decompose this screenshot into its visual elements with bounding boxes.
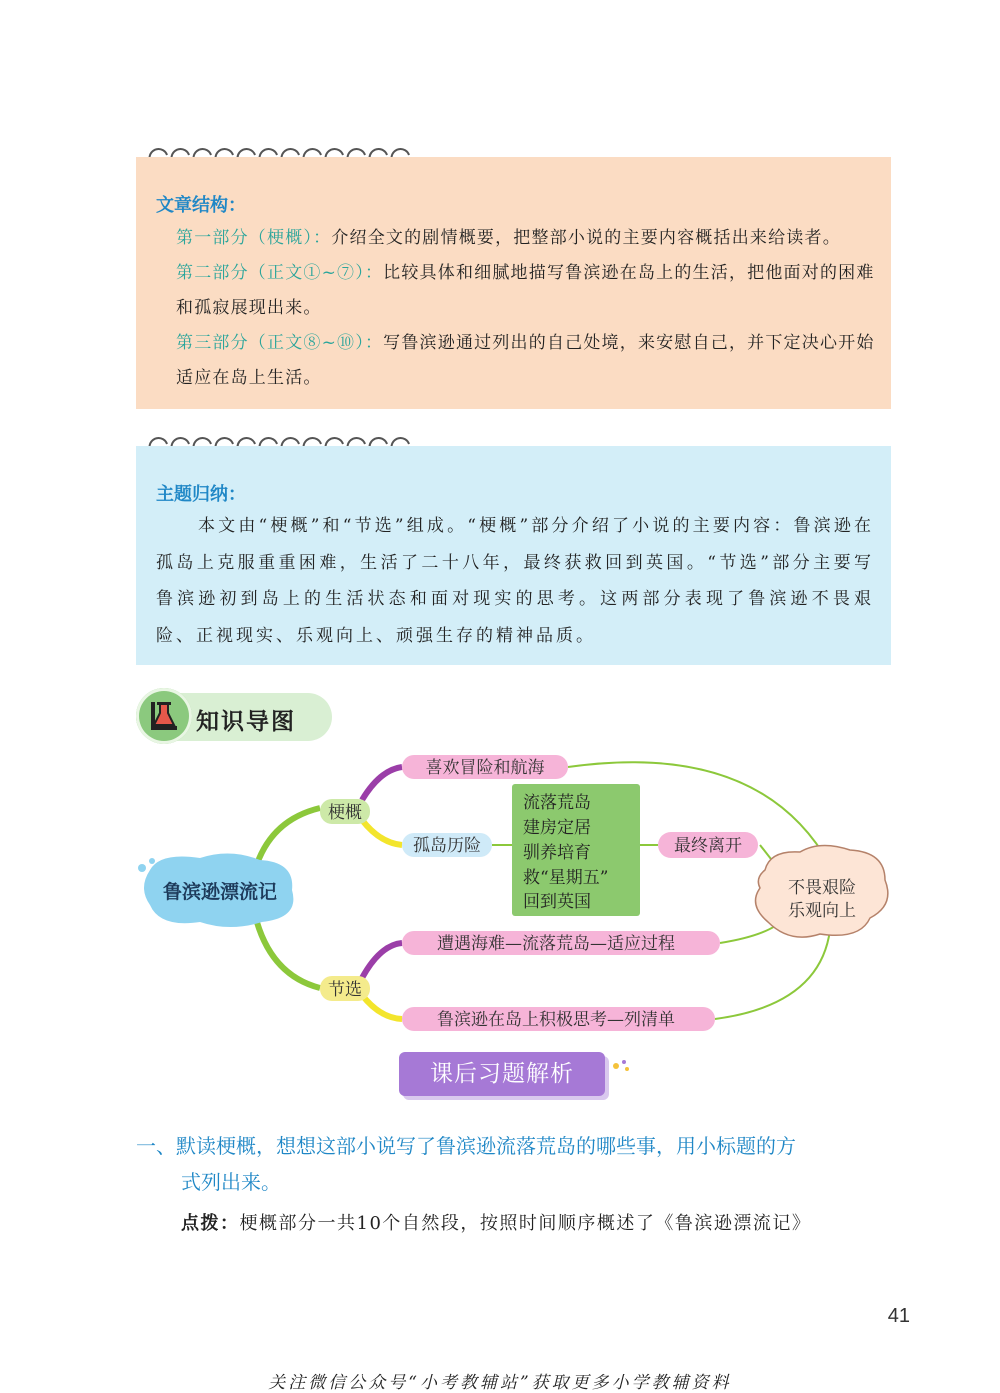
part-1-text: 介绍全文的剧情概要，把整部小说的主要内容概括出来给读者。 (331, 228, 841, 248)
structure-part-1 (176, 221, 881, 256)
spirit-line-1: 不畏艰险 (788, 878, 856, 898)
question-line-2: 式列出来。 (181, 1170, 281, 1194)
connector (255, 915, 320, 988)
structure-part-2 (176, 256, 881, 326)
theme-card (136, 446, 891, 665)
hint (181, 1209, 901, 1235)
connector (362, 995, 402, 1019)
footer-note: 关注微信公众号“小考教辅站”获取更多小学教辅资料 (268, 1373, 732, 1393)
hint-text: 梗概部分一共10个自然段，按照时间顺序概述了《鲁滨逊漂流记》 (239, 1213, 812, 1234)
leaf-3: 遭遇海难—流落荒岛—适应过程 (437, 934, 675, 954)
question-1 (136, 1128, 896, 1200)
event-item: 建房定居 (523, 818, 591, 838)
connector (362, 943, 402, 978)
review-title: 课后习题解析 (430, 1061, 574, 1087)
leaf-1: 喜欢冒险和航海 (425, 758, 545, 778)
decor-dots (612, 1058, 632, 1074)
leaf-4: 鲁滨逊在岛上积极思考—列清单 (437, 1010, 675, 1030)
leaf-2: 孤岛历险 (413, 836, 481, 856)
flask-icon (136, 688, 192, 744)
decor-dot (149, 858, 155, 864)
question-number: 一、 (136, 1134, 176, 1158)
part-1-label: 第一部分（梗概）： (176, 228, 332, 248)
event-item: 流落荒岛 (523, 793, 591, 813)
hint-label: 点拨： (181, 1213, 240, 1234)
center-node: 鲁滨逊漂流记 (162, 881, 278, 903)
branch-1: 梗概 (328, 803, 362, 823)
branch-2: 节选 (328, 980, 362, 1000)
theme-heading: 主题归纳： (156, 484, 246, 505)
theme-body: 本文由“梗概”和“节选”组成。“梗概”部分介绍了小说的主要内容：鲁滨逊在孤岛上克服重重困难，生活了二十八年，最终获救回到英国。“节选”部分主要写鲁滨逊初到岛上的生活状态和面对现实的思考。这两部分表现了鲁滨逊不畏艰险、正视现实、乐观向上、顽强生存的精神品质。 (156, 516, 874, 646)
structure-heading: 文章结构： (156, 195, 246, 216)
mind-map (0, 745, 1000, 1045)
page-number: 41 (887, 1305, 910, 1327)
knowledge-map-title: 知识导图 (196, 709, 296, 735)
event-item: 驯养培育 (523, 843, 591, 863)
connector (362, 767, 402, 800)
connector (362, 820, 402, 845)
event-item: 救“星期五” (523, 868, 609, 888)
part-3-text: 写鲁滨逊通过列出的自己处境，来安慰自己，并下定决心开始适应在岛上生活。 (176, 333, 875, 388)
structure-part-3 (176, 326, 881, 396)
connector (715, 930, 830, 1019)
decor-dot (138, 864, 146, 872)
part-2-label: 第二部分（正文①~⑦）： (176, 263, 384, 283)
event-item: 回到英国 (523, 892, 591, 912)
spirit-line-2: 乐观向上 (788, 901, 856, 921)
structure-card (136, 157, 891, 409)
question-line-1: 默读梗概，想想这部小说写了鲁滨逊流落荒岛的哪些事，用小标题的方 (176, 1134, 796, 1158)
part-2-text: 比较具体和细腻地描写鲁滨逊在岛上的生活，把他面对的困难和孤寂展现出来。 (176, 263, 875, 318)
finale: 最终离开 (674, 836, 742, 856)
part-3-label: 第三部分（正文⑧~⑩）： (176, 333, 384, 353)
